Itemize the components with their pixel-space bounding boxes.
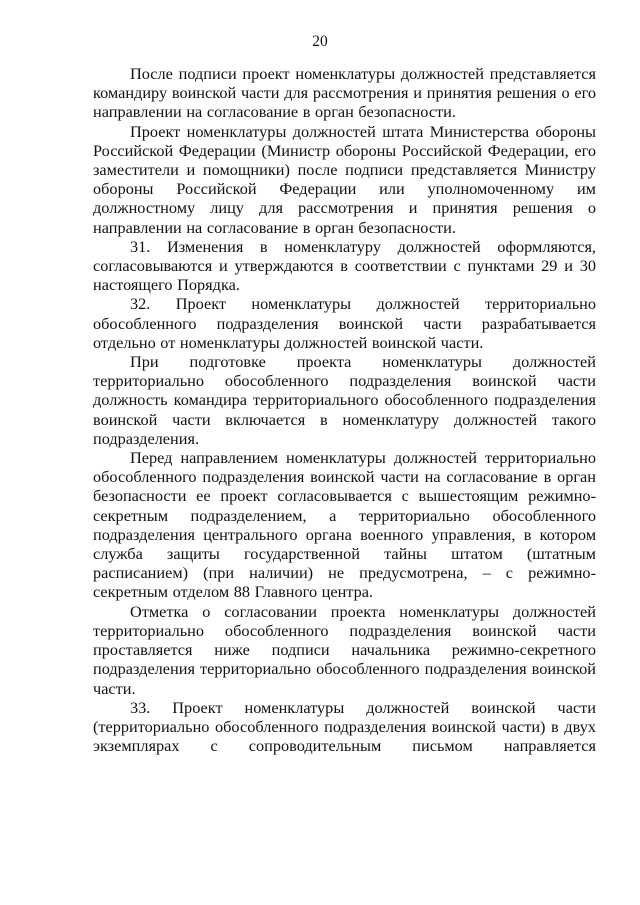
paragraph-2: Проект номенклатуры должностей штата Министерства обороны Российской Федерации (Министр обороны Российской Федерации, его заместители и помощники) после подписи представляется Министру обороны Российской Федерации или уполномоченному им должностному лицу для рассмотрения и принятия решения о направлении на согласование в орган безопасности. xyxy=(93,121,596,237)
paragraph-4: 32. Проект номенклатуры должностей территориально обособленного подразделения воинской части разрабатывается отдельно от номенклатуры должностей воинской части. xyxy=(93,294,596,352)
paragraph-1: После подписи проект номенклатуры должностей представляется командиру воинской части для рассмотрения и принятия решения о его направлении на согласование в орган безопасности. xyxy=(93,64,596,122)
page-number: 20 xyxy=(312,33,328,50)
paragraph-5: При подготовке проекта номенклатуры должностей территориально обособленного подразделения воинской части должность командира территориального обособленного подразделения воинской части включается в номенклатуру должностей такого подразделения. xyxy=(93,352,596,448)
document-body xyxy=(93,64,596,755)
paragraph-7: Отметка о согласовании проекта номенклатуры должностей территориально обособленного подразделения воинской части проставляется ниже подписи начальника режимно-секретного подразделения территориально обособленного подразделения воинской части. xyxy=(93,601,596,698)
paragraph-3: 31. Изменения в номенклатуру должностей оформляются, согласовываются и утверждаются в соответствии с пунктами 29 и 30 настоящего Порядка. xyxy=(93,236,596,295)
paragraph-8: 33. Проект номенклатуры должностей воинской части (территориально обособленного подразделения воинской части) в двух экземплярах с сопроводительным письмом направляется xyxy=(93,697,596,756)
paragraph-6: Перед направлением номенклатуры должностей территориально обособленного подразделения воинской части на согласование в орган безопасности ее проект согласовывается с вышестоящим режимно-секретным подразделением, а территориально обособленного подразделения центрального органа военного управления, в котором служба защиты государственной тайны штатом (штатным расписанием) (при наличии) не предусмотрена, – с режимно-секретным отделом 88 Главного центра. xyxy=(93,448,596,602)
